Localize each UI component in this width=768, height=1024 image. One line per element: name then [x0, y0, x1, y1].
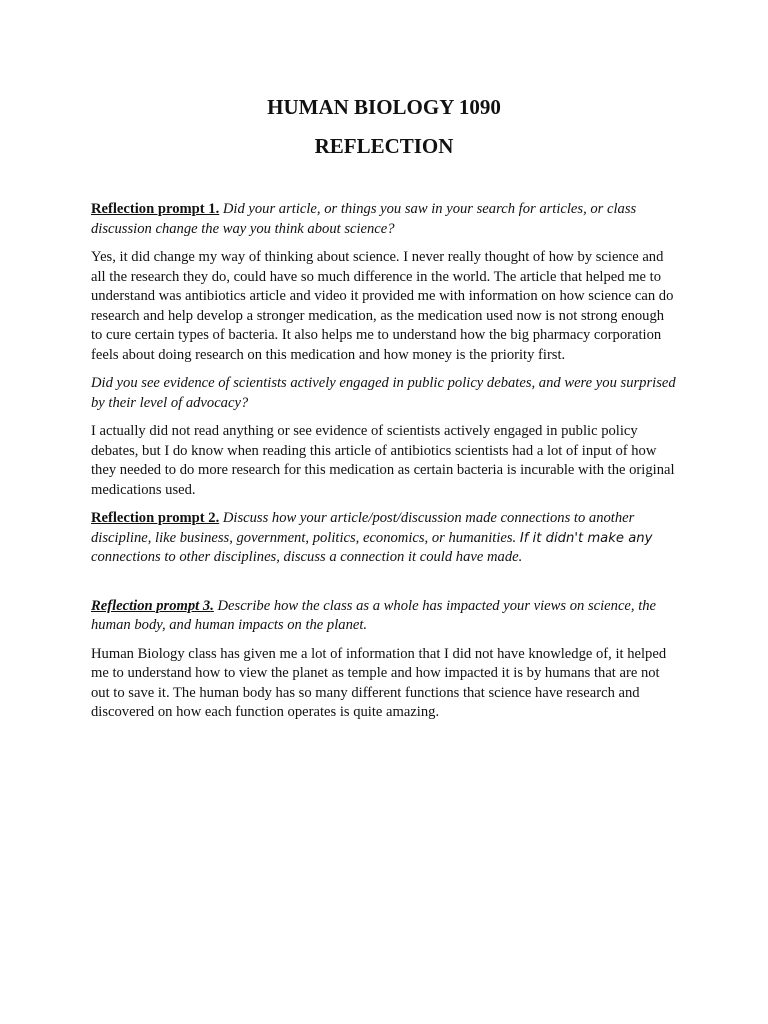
prompt-3-paragraph [91, 597, 679, 636]
prompt-3-label-dot: . [210, 597, 214, 614]
prompt-1-question: Did your article, or things you saw in your search for articles, or class discussion change the way you think about science? [91, 201, 637, 237]
prompt-2-label: Reflection prompt 2. [91, 510, 220, 526]
document-body [91, 200, 679, 732]
document-subtitle: REFLECTION [314, 134, 454, 158]
prompt-1-answer-2: I actually did not read anything or see evidence of scientists actively engaged in public policy debates, but I do know when reading this article of antibiotics scientists had a lot of input of how they needed to do more research for this medication as certain bacteria is incurable with the original medications used. [91, 423, 675, 498]
prompt-1-question-2: Did you see evidence of scientists actively engaged in public policy debates, and were you surprised by their level of advocacy? [91, 375, 676, 411]
prompt-2-question-end: connections to other disciplines, discuss a connection it could have made. [91, 549, 523, 565]
prompt-1-paragraph [91, 200, 679, 239]
prompt-3-question: Describe how the class as a whole has impacted your views on science, the human body, and human impacts on the planet. [91, 597, 657, 633]
spacer [91, 577, 679, 597]
prompt-2-question-alt: If it didn't make any [519, 530, 653, 546]
document-title: HUMAN BIOLOGY 1090 [267, 95, 501, 119]
prompt-1-label: Reflection prompt 1. [91, 201, 220, 217]
prompt-2-paragraph [91, 509, 679, 568]
prompt-3-answer: Human Biology class has given me a lot of information that I did not have knowledge of, it helped me to understand how to view the planet as temple and how impacted it is by humans that are not out to save it. The human body has so many different functions that science have research and discovered on how each function operates is quite amazing. [91, 645, 667, 720]
prompt-3-label: Reflection prompt 3 [91, 597, 211, 614]
prompt-1-answer: Yes, it did change my way of thinking about science. I never really thought of how by science and all the research they do, could have so much difference in the world. The article that helped me to understand was antibiotics article and video it provided me with information on how science can do research and help develop a stronger medication, as the medication used now is not strong enough to cure certain types of bacteria. It also helps me to understand how the big pharmacy corporation feels about doing research on this medication and how money is the priority first. [91, 249, 674, 363]
prompt-2-question: Discuss how your article/post/discussion made connections to another discipline, like business, government, politics, economics, or humanities. [91, 510, 635, 546]
